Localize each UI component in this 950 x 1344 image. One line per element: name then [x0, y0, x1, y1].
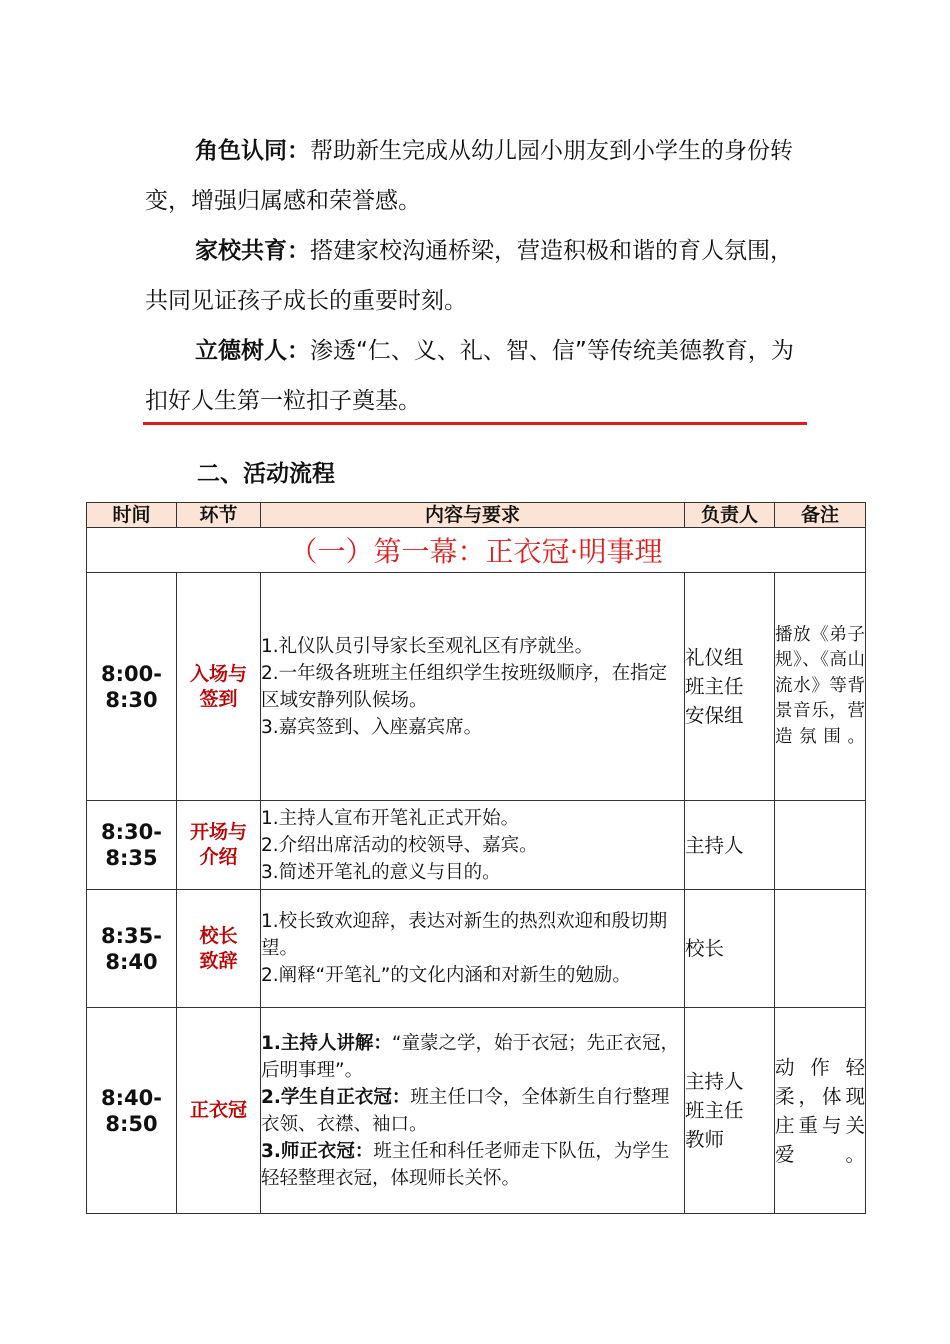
stage-line: 开场与 [189, 821, 247, 843]
content-item: 1.校长致欢迎辞，表达对新生的热烈欢迎和殷切期望。 [261, 911, 668, 959]
note-cell: 播放《弟子规》、《高山流水》等背景音乐，营造氛围。 [775, 573, 866, 801]
content-item: 2.阐释“开笔礼”的文化内涵和对新生的勉励。 [261, 965, 631, 986]
header-stage: 环节 [177, 503, 261, 528]
owner-name: 教师 [685, 1128, 725, 1151]
owner-name: 安保组 [685, 704, 744, 727]
table-header-row [87, 503, 866, 528]
content-item: 3.简述开笔礼的意义与目的。 [261, 861, 501, 883]
content-cell [261, 801, 685, 890]
header-owner: 负责人 [685, 503, 775, 528]
owner-name: 主持人 [685, 833, 744, 857]
content-item: 2.一年级各班班主任组织学生按班级顺序，在指定区域安静列队候场。 [261, 662, 668, 711]
act-title-row [87, 528, 866, 573]
time-cell [87, 801, 177, 890]
time-end: 8:40 [105, 949, 158, 974]
owner-name: 主持人 [685, 1070, 744, 1093]
content-item: 1.主持人讲解：“童蒙之学，始于衣冠；先正衣冠，后明事理”。 [261, 1032, 679, 1081]
owner-cell [685, 573, 775, 801]
owner-cell [685, 890, 775, 1008]
time-start: 8:00- [101, 661, 162, 686]
intro-label: 家校共育： [195, 238, 310, 264]
content-cell [261, 890, 685, 1008]
section-heading: 二、活动流程 [197, 461, 335, 487]
content-cell [261, 1008, 685, 1214]
owner-name: 校长 [685, 937, 725, 960]
intro-text: 渗透“仁、义、礼、智、信”等传统美德教育，为扣好人生第一粒扣子奠基。 [145, 338, 794, 414]
time-cell [87, 573, 177, 801]
note-cell: 动作轻柔，体现庄重与关爱。 [775, 1008, 866, 1214]
header-time: 时间 [87, 503, 177, 528]
activity-flow-table [86, 502, 866, 1214]
intro-label: 角色认同： [195, 138, 310, 164]
content-item: 1.主持人宣布开笔礼正式开始。 [261, 807, 520, 829]
time-start: 8:30- [101, 820, 162, 844]
owner-name: 班主任 [685, 675, 744, 698]
content-item: 2.学生自正衣冠：班主任口令，全体新生自行整理衣领、衣襟、袖口。 [261, 1086, 670, 1135]
stage-cell [177, 573, 261, 801]
stage-line: 签到 [199, 687, 238, 710]
content-item: 3.师正衣冠：班主任和科任老师走下队伍，为学生轻轻整理衣冠，体现师长关怀。 [261, 1140, 670, 1189]
content-item: 1.礼仪队员引导家长至观礼区有序就坐。 [261, 635, 594, 657]
intro-paragraph-1 [145, 126, 810, 226]
table-row [87, 573, 866, 801]
header-content: 内容与要求 [261, 503, 685, 528]
stage-line: 致辞 [199, 949, 238, 972]
owner-cell [685, 801, 775, 890]
time-cell [87, 1008, 177, 1214]
content-cell [261, 573, 685, 801]
table-row [87, 801, 866, 890]
table-row [87, 1008, 866, 1214]
time-end: 8:50 [105, 1111, 158, 1136]
intro-text: 搭建家校沟通桥梁，营造积极和谐的育人氛围，共同见证孩子成长的重要时刻。 [145, 238, 793, 314]
intro-paragraph-2 [145, 226, 810, 326]
content-item-label: 3.师正衣冠： [261, 1140, 374, 1162]
content-item: 2.介绍出席活动的校领导、嘉宾。 [261, 834, 538, 856]
note-cell [775, 890, 866, 1008]
owner-name: 礼仪组 [685, 646, 744, 669]
stage-line: 入场与 [189, 662, 247, 685]
stage-cell [177, 801, 261, 890]
act-title: （一）第一幕：正衣冠·明事理 [87, 528, 866, 573]
intro-paragraph-3 [145, 326, 810, 426]
owner-name: 班主任 [685, 1099, 744, 1122]
stage-line: 校长 [199, 924, 238, 947]
stage-line: 正衣冠 [189, 1099, 247, 1121]
time-end: 8:35 [105, 846, 158, 870]
intro-text: 帮助新生完成从幼儿园小朋友到小学生的身份转变，增强归属感和荣誉感。 [145, 138, 793, 214]
header-note: 备注 [775, 503, 866, 528]
table-row [87, 890, 866, 1008]
content-item-label: 1.主持人讲解： [261, 1032, 392, 1054]
intro-label: 立德树人： [195, 338, 310, 364]
owner-cell [685, 1008, 775, 1214]
stage-cell [177, 1008, 261, 1214]
red-divider-line [143, 422, 807, 425]
time-start: 8:40- [101, 1085, 162, 1110]
stage-line: 介绍 [199, 846, 238, 868]
time-start: 8:35- [101, 923, 162, 948]
note-cell [775, 801, 866, 890]
content-item-label: 2.学生自正衣冠： [261, 1086, 411, 1108]
time-cell [87, 890, 177, 1008]
content-item: 3.嘉宾签到、入座嘉宾席。 [261, 716, 483, 738]
stage-cell [177, 890, 261, 1008]
time-end: 8:30 [105, 687, 158, 712]
